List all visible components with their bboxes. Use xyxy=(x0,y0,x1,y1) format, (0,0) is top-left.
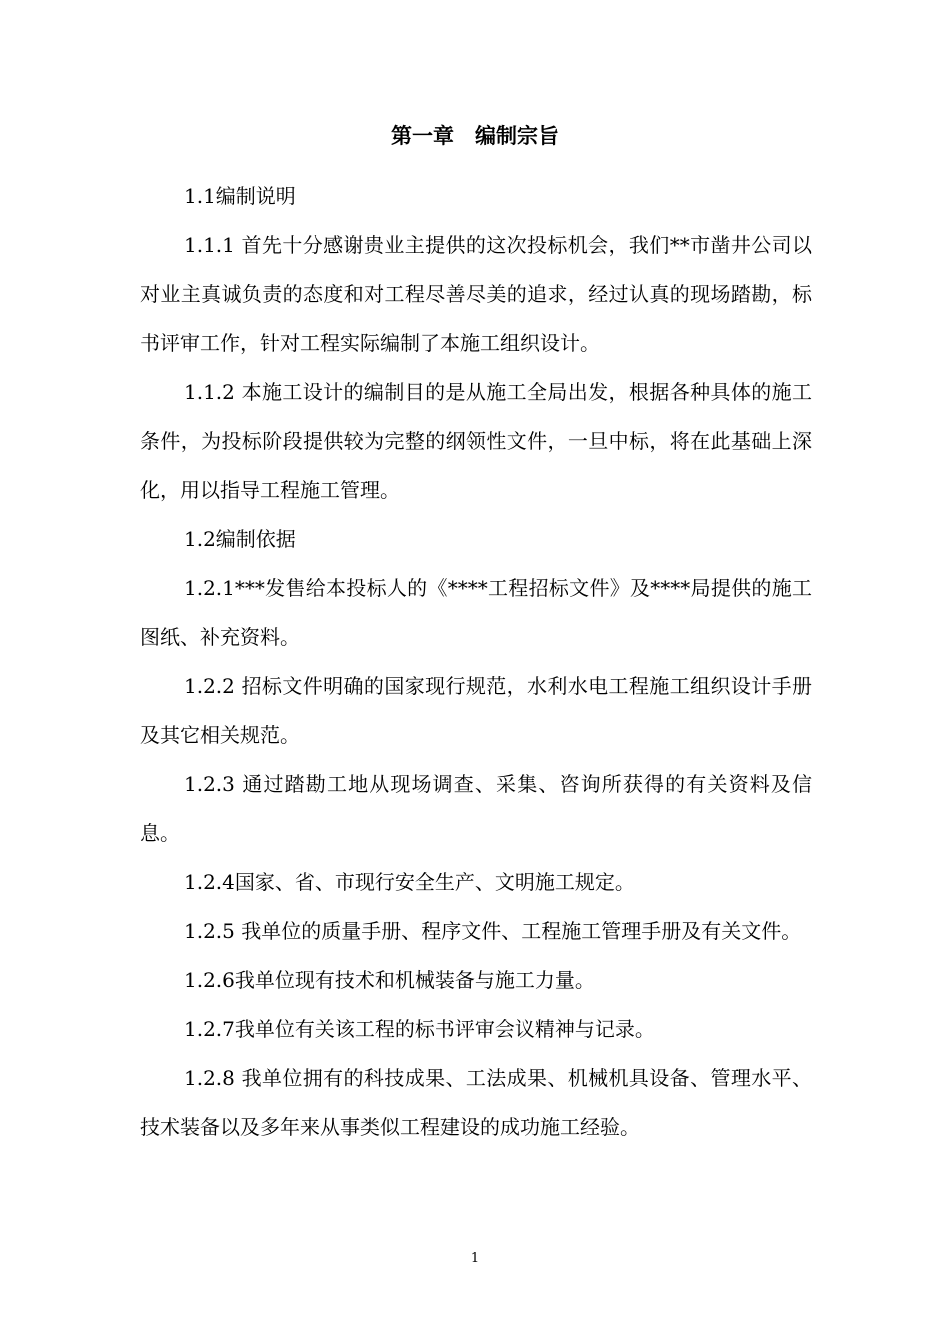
page-number: 1 xyxy=(470,1251,480,1266)
paragraph-1-2-1: 1.2.1***发售给本投标人的《****工程招标文件》及****局提供的施工图纸、补充资料。 xyxy=(140,576,812,649)
paragraph-1-2-8: 1.2.8 我单位拥有的科技成果、工法成果、机械机具设备、管理水平、技术装备以及多年来从事类似工程建设的成功施工经验。 xyxy=(140,1066,812,1139)
section-heading-1-1: 1.1编制说明 xyxy=(184,184,296,208)
paragraph-1-2-7: 1.2.7我单位有关该工程的标书评审会议精神与记录。 xyxy=(184,1017,655,1041)
paragraph-1-1-2: 1.1.2 本施工设计的编制目的是从施工全局出发，根据各种具体的施工条件，为投标阶段提供较为完整的纲领性文件，一旦中标，将在此基础上深化，用以指导工程施工管理。 xyxy=(140,380,812,502)
document-body xyxy=(140,172,812,1152)
paragraph-1-2-4: 1.2.4国家、省、市现行安全生产、文明施工规定。 xyxy=(184,870,635,894)
paragraph-1-2-6: 1.2.6我单位现有技术和机械装备与施工力量。 xyxy=(184,968,595,992)
chapter-title: 第一章 编制宗旨 xyxy=(391,123,559,148)
section-heading-1-2: 1.2编制依据 xyxy=(184,527,296,551)
paragraph-1-2-3: 1.2.3 通过踏勘工地从现场调查、采集、咨询所获得的有关资料及信息。 xyxy=(140,772,812,845)
paragraph-1-2-2: 1.2.2 招标文件明确的国家现行规范，水利水电工程施工组织设计手册及其它相关规范。 xyxy=(140,674,812,747)
paragraph-1-2-5: 1.2.5 我单位的质量手册、程序文件、工程施工管理手册及有关文件。 xyxy=(184,919,802,943)
paragraph-1-1-1: 1.1.1 首先十分感谢贵业主提供的这次投标机会，我们**市凿井公司以对业主真诚负责的态度和对工程尽善尽美的追求，经过认真的现场踏勘，标书评审工作，针对工程实际编制了本施工组织设计。 xyxy=(140,233,812,355)
